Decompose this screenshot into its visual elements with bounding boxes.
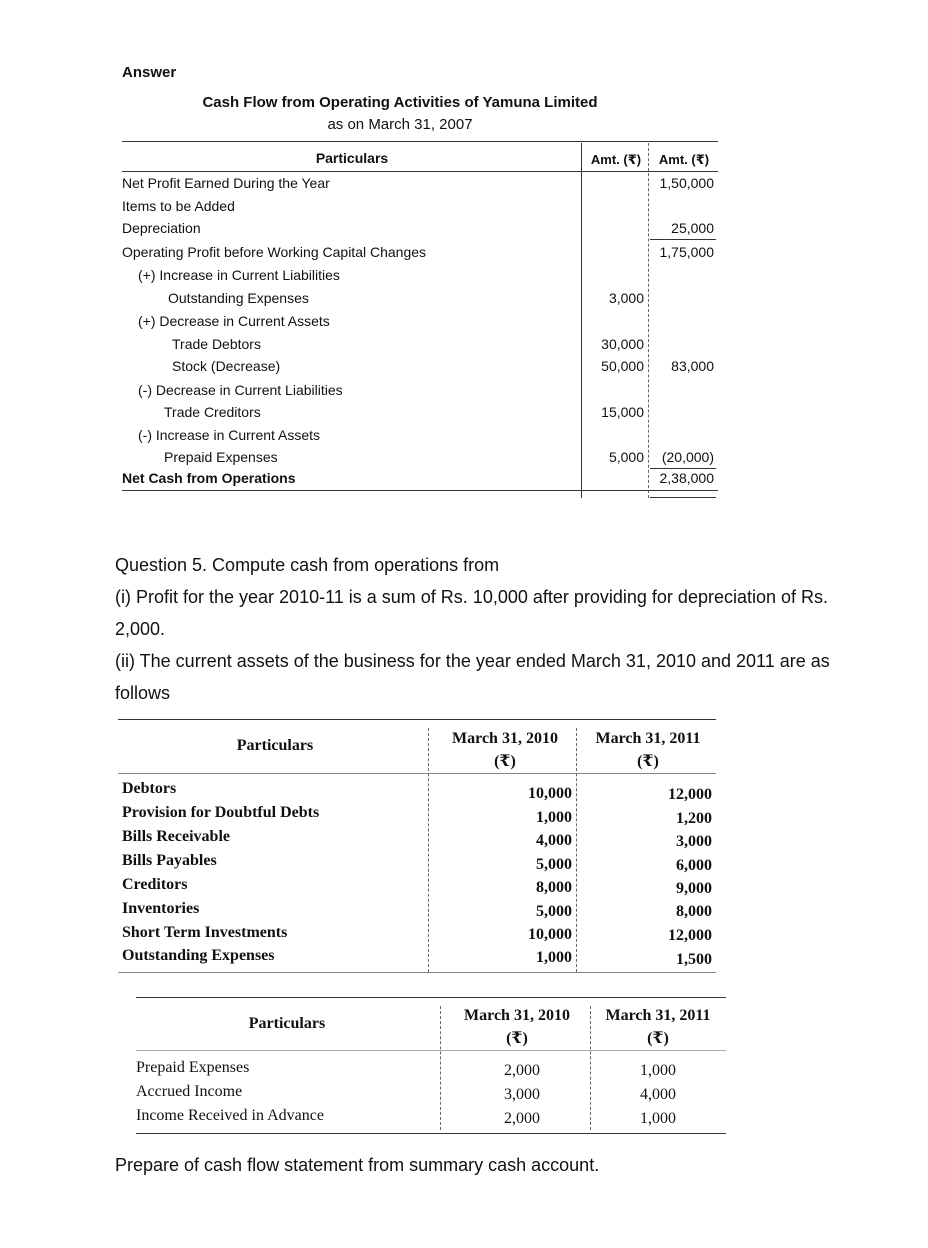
question-line-1: Question 5. Compute cash from operations from bbox=[115, 555, 500, 575]
row-value-2010: 1,000 bbox=[536, 809, 572, 826]
row-amt2: 1,50,000 bbox=[659, 175, 714, 191]
row-value-2011: 12,000 bbox=[668, 786, 712, 803]
question-line-5: follows bbox=[115, 683, 171, 703]
row-amt2: 2,38,000 bbox=[659, 470, 714, 486]
row-label: Prepaid Expenses bbox=[136, 1059, 250, 1076]
table-row bbox=[122, 313, 718, 335]
table-row bbox=[122, 924, 716, 948]
row-value-2010: 2,000 bbox=[504, 1062, 540, 1079]
table2-header-rule bbox=[118, 773, 716, 774]
table-row bbox=[122, 404, 718, 426]
table-row bbox=[136, 1107, 730, 1131]
row-label: (+) Decrease in Current Assets bbox=[138, 313, 330, 329]
row-label: Debtors bbox=[122, 780, 177, 797]
table-row bbox=[136, 1083, 730, 1107]
table-row bbox=[122, 175, 718, 197]
row-amt1: 15,000 bbox=[601, 404, 644, 420]
table-row bbox=[122, 220, 718, 242]
table-row bbox=[122, 358, 718, 380]
table1-subtitle: as on March 31, 2007 bbox=[327, 116, 473, 133]
table3-top-rule bbox=[136, 997, 726, 998]
row-value-2011: 3,000 bbox=[676, 833, 712, 850]
row-label: (-) Increase in Current Assets bbox=[138, 427, 321, 443]
question-line-2: (i) Profit for the year 2010-11 is a sum of Rs. 10,000 after providing for depreciation of Rs. bbox=[115, 587, 829, 607]
row-value-2010: 5,000 bbox=[536, 903, 572, 920]
row-value-2010: 1,000 bbox=[536, 949, 572, 966]
table-row bbox=[122, 876, 716, 900]
table-row bbox=[122, 290, 718, 312]
table-row bbox=[122, 804, 716, 828]
row-value-2011: 8,000 bbox=[676, 903, 712, 920]
row-label: Short Term Investments bbox=[122, 924, 288, 941]
row-label: Accrued Income bbox=[136, 1083, 243, 1100]
row-value-2010: 5,000 bbox=[536, 856, 572, 873]
table1-header-amt1: Amt. (₹) bbox=[590, 152, 642, 167]
row-amt1: 50,000 bbox=[601, 358, 644, 374]
question-line-3: 2,000. bbox=[115, 619, 166, 639]
row-label: Bills Payables bbox=[122, 852, 217, 869]
table3-header-col1: March 31, 2010 bbox=[464, 1007, 570, 1024]
table3-header-particulars: Particulars bbox=[248, 1015, 326, 1032]
row-label: Provision for Doubtful Debts bbox=[122, 804, 320, 821]
row-value-2010: 3,000 bbox=[504, 1086, 540, 1103]
table2-header-col1: March 31, 2010 bbox=[452, 730, 558, 747]
table1-double-rule bbox=[650, 497, 716, 498]
table-row bbox=[122, 336, 718, 358]
table2-top-rule bbox=[118, 719, 716, 720]
table-row bbox=[122, 449, 718, 471]
row-label: (+) Increase in Current Liabilities bbox=[138, 267, 340, 283]
table1-header-rule bbox=[122, 171, 718, 172]
row-label: Trade Creditors bbox=[164, 404, 261, 420]
table-row bbox=[122, 828, 716, 852]
row-amt1: 5,000 bbox=[608, 449, 644, 465]
row-label: Items to be Added bbox=[122, 198, 235, 214]
row-label: Outstanding Expenses bbox=[168, 290, 309, 306]
row-value-2010: 2,000 bbox=[504, 1110, 540, 1127]
row-value-2011: 4,000 bbox=[640, 1086, 676, 1103]
table-row bbox=[122, 382, 718, 404]
row-label: Income Received in Advance bbox=[136, 1107, 324, 1124]
row-label: Trade Debtors bbox=[172, 336, 261, 352]
table-row bbox=[122, 267, 718, 289]
table2-header-particulars: Particulars bbox=[236, 737, 314, 754]
table3-header-col2: March 31, 2011 bbox=[605, 1007, 711, 1024]
row-label: Bills Receivable bbox=[122, 828, 230, 845]
table-row bbox=[122, 852, 716, 876]
table2-header-col2: March 31, 2011 bbox=[595, 730, 701, 747]
table1-header-particulars: Particulars bbox=[315, 150, 389, 166]
table2-bottom-rule bbox=[118, 972, 716, 973]
row-value-2010: 10,000 bbox=[528, 785, 572, 802]
row-label: Net Cash from Operations bbox=[122, 470, 296, 486]
table3-header-col1-unit: (₹) bbox=[506, 1030, 528, 1047]
row-amt2: 25,000 bbox=[671, 220, 714, 236]
table1-header-amt2: Amt. (₹) bbox=[658, 152, 710, 167]
row-amt2: 1,75,000 bbox=[659, 244, 714, 260]
table-row bbox=[136, 1059, 730, 1083]
table-row bbox=[122, 244, 718, 266]
row-label: Net Profit Earned During the Year bbox=[122, 175, 330, 191]
table2-header-col1-unit: (₹) bbox=[494, 753, 516, 770]
row-amt1: 3,000 bbox=[608, 290, 644, 306]
row-label: (-) Decrease in Current Liabilities bbox=[138, 382, 343, 398]
table3-bottom-rule bbox=[136, 1133, 726, 1134]
row-amt2: 83,000 bbox=[671, 358, 714, 374]
table-row bbox=[122, 780, 716, 804]
table-row bbox=[122, 900, 716, 924]
table1-title: Cash Flow from Operating Activities of Yamuna Limited bbox=[202, 94, 598, 111]
row-value-2011: 12,000 bbox=[668, 927, 712, 944]
row-amt2: (20,000) bbox=[661, 449, 714, 465]
row-label: Outstanding Expenses bbox=[122, 947, 275, 964]
question-line-4: (ii) The current assets of the business for the year ended March 31, 2010 and 2011 are as bbox=[115, 651, 830, 671]
row-label: Creditors bbox=[122, 876, 188, 893]
table1-top-rule bbox=[122, 141, 718, 142]
table-row bbox=[122, 947, 716, 971]
row-value-2011: 6,000 bbox=[676, 857, 712, 874]
table3-header-rule bbox=[136, 1050, 726, 1051]
row-value-2010: 10,000 bbox=[528, 926, 572, 943]
answer-heading: Answer bbox=[122, 64, 177, 81]
row-value-2010: 4,000 bbox=[536, 832, 572, 849]
row-value-2010: 8,000 bbox=[536, 879, 572, 896]
row-label: Operating Profit before Working Capital Changes bbox=[122, 244, 427, 260]
table2-header-col2-unit: (₹) bbox=[637, 753, 659, 770]
footer-instruction: Prepare of cash flow statement from summary cash account. bbox=[115, 1155, 600, 1175]
row-value-2011: 9,000 bbox=[676, 880, 712, 897]
row-value-2011: 1,500 bbox=[676, 951, 712, 968]
table-row-total bbox=[122, 470, 718, 492]
row-label: Depreciation bbox=[122, 220, 201, 236]
table3-header-col2-unit: (₹) bbox=[647, 1030, 669, 1047]
row-value-2011: 1,000 bbox=[640, 1110, 676, 1127]
table-row bbox=[122, 198, 718, 220]
table-row bbox=[122, 427, 718, 449]
row-label: Prepaid Expenses bbox=[164, 449, 278, 465]
row-value-2011: 1,000 bbox=[640, 1062, 676, 1079]
row-amt1: 30,000 bbox=[601, 336, 644, 352]
row-label: Stock (Decrease) bbox=[172, 358, 281, 374]
row-value-2011: 1,200 bbox=[676, 810, 712, 827]
row-label: Inventories bbox=[122, 900, 200, 917]
